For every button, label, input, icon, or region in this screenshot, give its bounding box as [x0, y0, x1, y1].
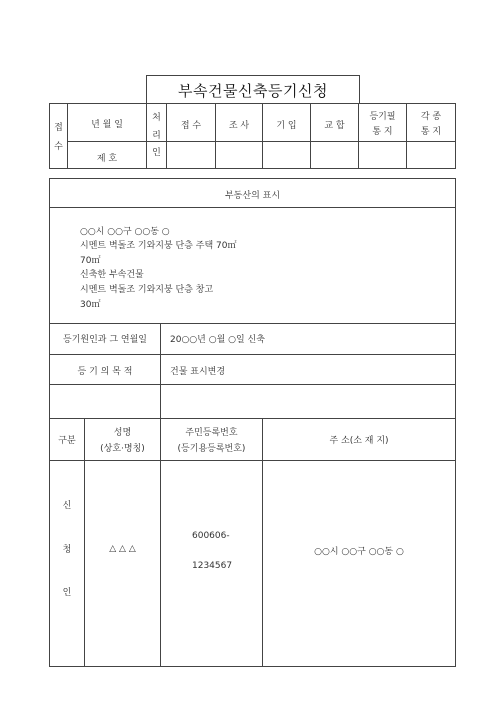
receipt-label — [50, 120, 67, 152]
processor-char-2: 리 — [152, 130, 161, 141]
property-line-5: 시멘트 벽돌조 기와지붕 단층 창고 — [80, 285, 214, 295]
processor-char-3: 인 — [152, 148, 161, 158]
party-name-header-2: (상호·명칭) — [100, 444, 145, 454]
property-line-2: 시멘트 벽돌조 기와지붕 단층 주택 70㎡ — [80, 241, 237, 251]
purpose-value: 건물 표시변경 — [170, 367, 226, 377]
property-line-4: 신축한 부속건물 — [80, 270, 144, 280]
col-collation: 교 합 — [324, 121, 345, 131]
title-text: 부속건물신축등기신청 — [178, 81, 328, 100]
applicant-label-char-2: 청 — [62, 544, 72, 555]
property-line-6: 30㎡ — [80, 300, 101, 310]
processor-label — [147, 110, 166, 158]
date-label: 년 월 일 — [91, 120, 123, 130]
applicant-label-char-1: 신 — [62, 501, 72, 511]
processor-char-1: 처 — [152, 113, 161, 123]
party-id-header-2: (등기용등록번호) — [177, 444, 246, 454]
party-gubun-header: 구분 — [58, 436, 76, 446]
applicant-id-2: 1234567 — [192, 561, 233, 571]
property-line-1: ○○시 ○○구 ○○동 ○ — [80, 227, 170, 237]
document-title — [146, 75, 360, 104]
applicant-label-char-3: 인 — [62, 588, 72, 598]
party-name-header-1: 성명 — [113, 428, 132, 438]
col-various-notice: 각 종 통 지 — [420, 112, 442, 137]
property-line-3: 70㎡ — [80, 256, 101, 266]
party-address-header: 주 소(소 재 지) — [329, 436, 389, 446]
cause-label: 등기원인과 그 연월일 — [63, 335, 147, 345]
col-completion-notice: 등기필 통 지 — [369, 112, 396, 137]
purpose-label: 등 기 의 목 적 — [77, 367, 133, 377]
number-label: 제 호 — [96, 154, 118, 164]
col-receipt: 접 수 — [180, 121, 202, 131]
col-investigation: 조 사 — [228, 121, 250, 131]
col-entry: 기 입 — [276, 121, 297, 131]
cause-value: 20○○년 ○월 ○일 신축 — [170, 335, 265, 345]
applicant-id-1: 600606- — [192, 531, 230, 541]
property-section-header: 부동산의 표시 — [224, 191, 281, 201]
applicant-address: ○○시 ○○구 ○○동 ○ — [314, 547, 404, 557]
receipt-label-char-1: 접 — [54, 123, 63, 133]
party-id-header-1: 주민등록번호 — [185, 428, 238, 438]
applicant-label — [50, 498, 84, 598]
receipt-label-char-2: 수 — [54, 142, 63, 152]
applicant-name: △ △ △ — [109, 544, 136, 554]
